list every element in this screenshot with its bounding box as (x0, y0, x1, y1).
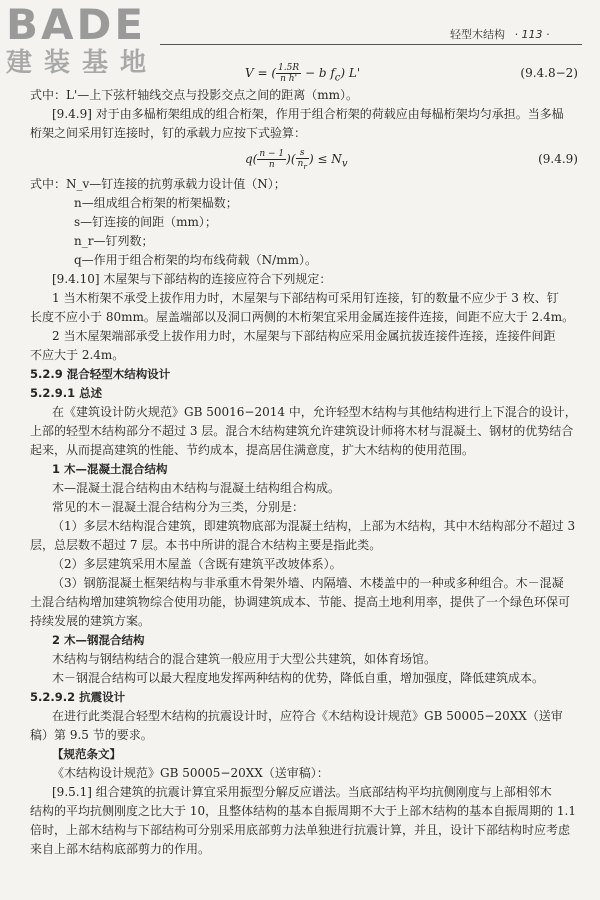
text-line: 桁架之间采用钉连接时，钉的承载力应按下式验算： (30, 126, 307, 140)
text-line: 木—混凝土混合结构由木结构与混凝土结构组合构成。 (52, 481, 341, 495)
text-line: 层，总层数不超过 7 层。本书中所讲的混合木结构主要是指此类。 (30, 538, 382, 552)
equation-expression: q( $\frac{n - 1}{n}$ )( $\frac{s}{n_r}$ ) ≤ $N_v$ (245, 147, 348, 171)
text-line: 上部的轻型木结构部分不超过 3 层。混合木结构建筑允许建筑设计师将木材与混凝土、钢材的优势结合 (30, 424, 574, 438)
section-heading: 5.2.9 混合轻型木结构设计 (30, 367, 171, 381)
text-line: 土混合结构增加建筑物综合使用功能，协调建筑成本、节能、提高土地利用率，提供了一个绿色环保可 (30, 595, 571, 609)
text-line: 木－钢混合结构可以最大程度地发挥两种结构的优势，降低自重，增加强度，降低建筑成本。 (52, 671, 545, 685)
text-line: [9.4.9] 对于由多榀桁架组成的组合桁架，作用于组合桁架的荷载应由每榀桁架均匀承担。当多榀 (52, 107, 564, 121)
subsection-heading: 5.2.9.2 抗震设计 (30, 690, 126, 704)
text-line: 式中：L'—上下弦杆轴线交点与投影交点之间的距离（mm）。 (30, 88, 359, 102)
equation-9-4-9 (30, 143, 580, 175)
text-line: （1）多层木结构混合建筑，即建筑物底部为混凝土结构，上部为木结构，其中木结构部分不超过 3 (52, 519, 576, 533)
page-body (30, 60, 580, 859)
text-line: 常见的木－混凝土混合结构分为三类，分别是： (52, 500, 305, 514)
running-header-title: 轻型木结构 (450, 28, 505, 41)
text-line: n—组成组合桁架的桁架榀数； (74, 196, 238, 210)
text-line: 倍时，上部木结构与下部结构可分别采用底部剪力法单独进行抗震计算，并且，设计下部结构时应考虑 (30, 823, 571, 837)
header-rule (160, 44, 582, 45)
text-line: 长度不应小于 80mm。屋盖端部以及洞口两侧的木桁架宜采用金属连接件连接，间距不应大于 2.4m。 (30, 310, 575, 324)
text-line: 来自上部木结构底部剪力的作用。 (30, 842, 211, 856)
text-line: 结构的平均抗侧刚度之比大于 10，且整体结构的基本自振周期不大于上部木结构的基本自振周期的 1.1 (30, 804, 576, 818)
equation-9-4-8-2 (30, 60, 580, 86)
text-line: （2）多层建筑采用木屋盖（含既有建筑平改坡体系）。 (52, 557, 342, 571)
page-number: · 113 · (514, 28, 550, 41)
equation-number: (9.4.8−2) (520, 66, 578, 80)
code-clause-heading: 【规范条文】 (52, 747, 121, 761)
text-line: n_r—钉列数； (74, 234, 154, 248)
logo-subtitle: 建装基地 (6, 48, 159, 78)
running-header (450, 26, 549, 42)
text-line: 起来，从而提高建筑的性能、节约成本，提高居住满意度，扩大木结构的使用范围。 (30, 443, 475, 457)
text-line: （3）钢筋混凝土框架结构与非承重木骨架外墙、内隔墙、木楼盖中的一种或多种组合。木－混凝 (52, 576, 564, 590)
subsection-heading: 5.2.9.1 总述 (30, 386, 103, 400)
text-line: [9.4.10] 木屋架与下部结构的连接应符合下列规定： (52, 272, 332, 286)
text-line: 式中：N_v—钉连接的抗剪承载力设计值（N）； (30, 177, 286, 191)
text-line: 在进行此类混合轻型木结构的抗震设计时，应符合《木结构设计规范》GB 50005−20XX（送审 (52, 709, 563, 723)
subheading: 1 木—混凝土混合结构 (52, 462, 168, 476)
text-line: 不应大于 2.4m。 (30, 348, 125, 362)
text-line: 2 当木屋架端部承受上拔作用力时，木屋架与下部结构应采用金属抗拔连接件连接，连接件间距 (52, 329, 556, 343)
text-line: 木结构与钢结构结合的混合建筑一般应用于大型公共建筑，如体育场馆。 (52, 652, 437, 666)
text-line: 《木结构设计规范》GB 50005−20XX（送审稿）： (52, 766, 329, 780)
equation-number: (9.4.9) (538, 152, 578, 166)
text-line: 1 当木桁架不承受上拔作用力时，木屋架与下部结构可采用钉连接，钉的数量不应少于 3 枚、钉 (52, 291, 559, 305)
text-line: 持续发展的建筑方案。 (30, 614, 151, 628)
subheading: 2 木—钢混合结构 (52, 633, 145, 647)
text-line: [9.5.1] 组合建筑的抗震计算宜采用振型分解反应谱法。当底部结构平均抗侧刚度与上部相邻木 (52, 785, 552, 799)
text-line: 稿）第 9.5 节的要求。 (30, 728, 153, 742)
text-line: s—钉连接的间距（mm）； (74, 215, 217, 229)
text-line: 在《建筑设计防火规范》GB 50016−2014 中，允许轻型木结构与其他结构进行上下混合的设计， (52, 405, 577, 419)
text-line: q—作用于组合桁架的均布线荷载（N/mm）。 (74, 253, 317, 267)
logo-wordmark: BADE (6, 0, 147, 49)
equation-expression: V = ( $\frac{1.5R}{\text{n h'}}$ − b $f_c$) L' (245, 63, 361, 84)
